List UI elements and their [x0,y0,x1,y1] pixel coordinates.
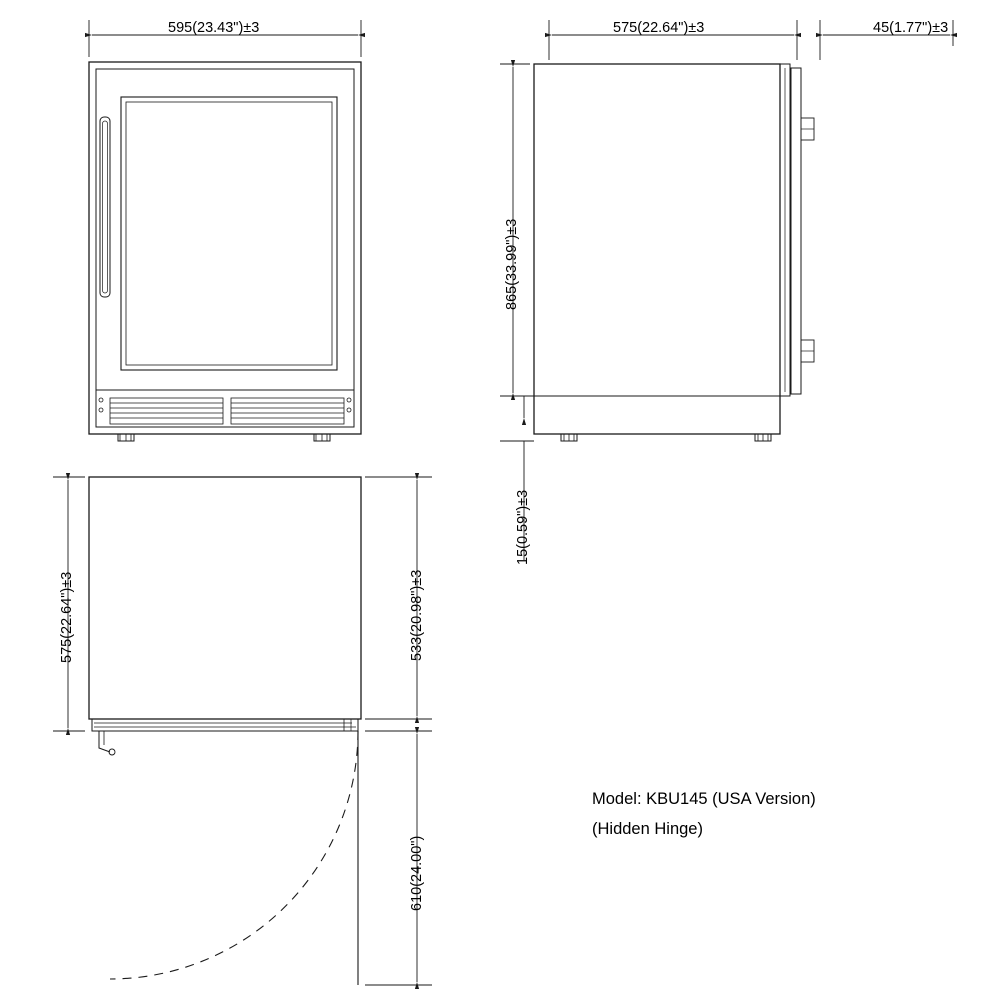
door-swing-radius-label: 610(24.00") [409,835,425,911]
model-name-line: Model: KBU145 (USA Version) [592,790,816,808]
top-total-depth-label: 575(22.64")±3 [59,571,75,663]
side-height-label: 865(33.99")±3 [504,218,520,310]
side-view-geometry [534,64,814,441]
front-view-geometry [89,62,361,441]
hinge-offset-label: 45(1.77")±3 [873,20,949,36]
cabinet-depth-label: 533(20.98")±3 [409,569,425,661]
front-width-label: 595(23.43")±3 [168,20,260,36]
model-hinge-line: (Hidden Hinge) [592,820,703,838]
leg-height-label: 15(0.59")±3 [515,489,531,565]
top-view-geometry [89,477,361,985]
side-depth-label: 575(22.64")±3 [613,20,705,36]
